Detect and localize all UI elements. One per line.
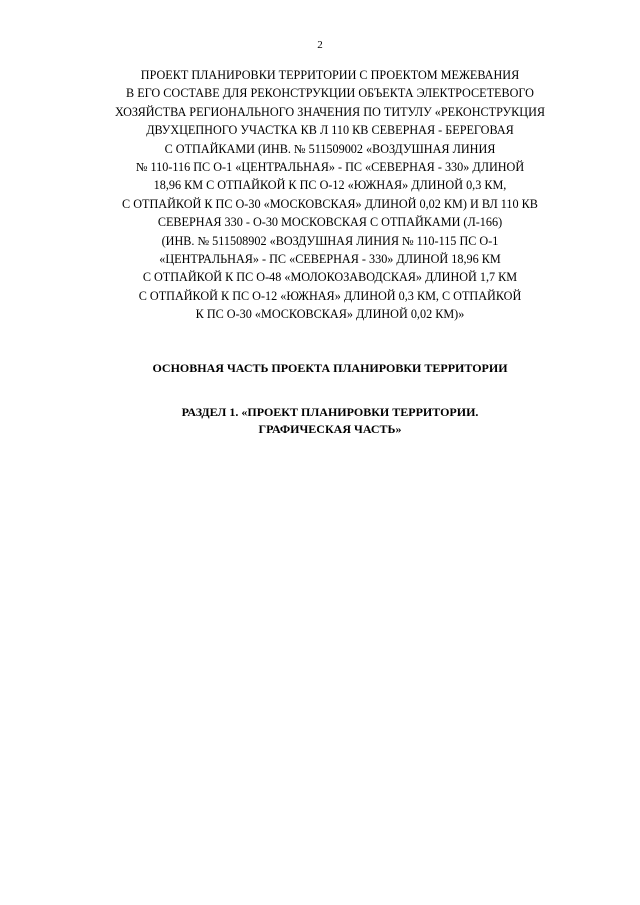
title-line: № 110-116 ПС О-1 «ЦЕНТРАЛЬНАЯ» - ПС «СЕВЕРНАЯ - 330» ДЛИНОЙ (135, 160, 525, 175)
section-heading-line: ГРАФИЧЕСКАЯ ЧАСТЬ» (258, 422, 402, 436)
title-line: ПРОЕКТ ПЛАНИРОВКИ ТЕРРИТОРИИ С ПРОЕКТОМ МЕЖЕВАНИЯ (140, 68, 520, 82)
title-line: С ОТПАЙКОЙ К ПС О-12 «ЮЖНАЯ» ДЛИНОЙ 0,3 КМ, С ОТПАЙКОЙ (138, 288, 522, 303)
title-line: С ОТПАЙКОЙ К ПС О-48 «МОЛОКОЗАВОДСКАЯ» ДЛИНОЙ 1,7 КМ (142, 270, 518, 285)
title-line: ДВУХЦЕПНОГО УЧАСТКА КВ Л 110 КВ СЕВЕРНАЯ - БЕРЕГОВАЯ (146, 123, 514, 138)
title-line: В ЕГО СОСТАВЕ ДЛЯ РЕКОНСТРУКЦИИ ОБЪЕКТА ЭЛЕКТРОСЕТЕВОГО (126, 86, 534, 101)
title-line: С ОТПАЙКАМИ (ИНВ. № 511509002 «ВОЗДУШНАЯ ЛИНИЯ (164, 141, 496, 156)
title-line: 18,96 КМ С ОТПАЙКОЙ К ПС О-12 «ЮЖНАЯ» ДЛИНОЙ 0,3 КМ, (153, 178, 507, 193)
title-line: К ПС О-30 «МОСКОВСКАЯ» ДЛИНОЙ 0,02 КМ)» (195, 307, 465, 322)
title-line: СЕВЕРНАЯ 330 - О-30 МОСКОВСКАЯ С ОТПАЙКАМИ (Л-166) (157, 215, 503, 230)
title-line: С ОТПАЙКОЙ К ПС О-30 «МОСКОВСКАЯ» ДЛИНОЙ 0,02 КМ) И ВЛ 110 КВ (122, 196, 538, 211)
main-part-heading: ОСНОВНАЯ ЧАСТЬ ПРОЕКТА ПЛАНИРОВКИ ТЕРРИТОРИИ (152, 361, 508, 375)
section-heading-line: РАЗДЕЛ 1. «ПРОЕКТ ПЛАНИРОВКИ ТЕРРИТОРИИ. (181, 405, 479, 419)
title-line: ХОЗЯЙСТВА РЕГИОНАЛЬНОГО ЗНАЧЕНИЯ ПО ТИТУЛУ «РЕКОНСТРУКЦИЯ (114, 104, 546, 119)
page-number: 2 (317, 39, 323, 51)
document-title (40, 66, 620, 324)
section-heading (40, 404, 620, 438)
title-line: «ЦЕНТРАЛЬНАЯ» - ПС «СЕВЕРНАЯ - 330» ДЛИНОЙ 18,96 КМ (159, 252, 501, 267)
title-line: (ИНВ. № 511508902 «ВОЗДУШНАЯ ЛИНИЯ № 110-115 ПС О-1 (161, 233, 499, 248)
